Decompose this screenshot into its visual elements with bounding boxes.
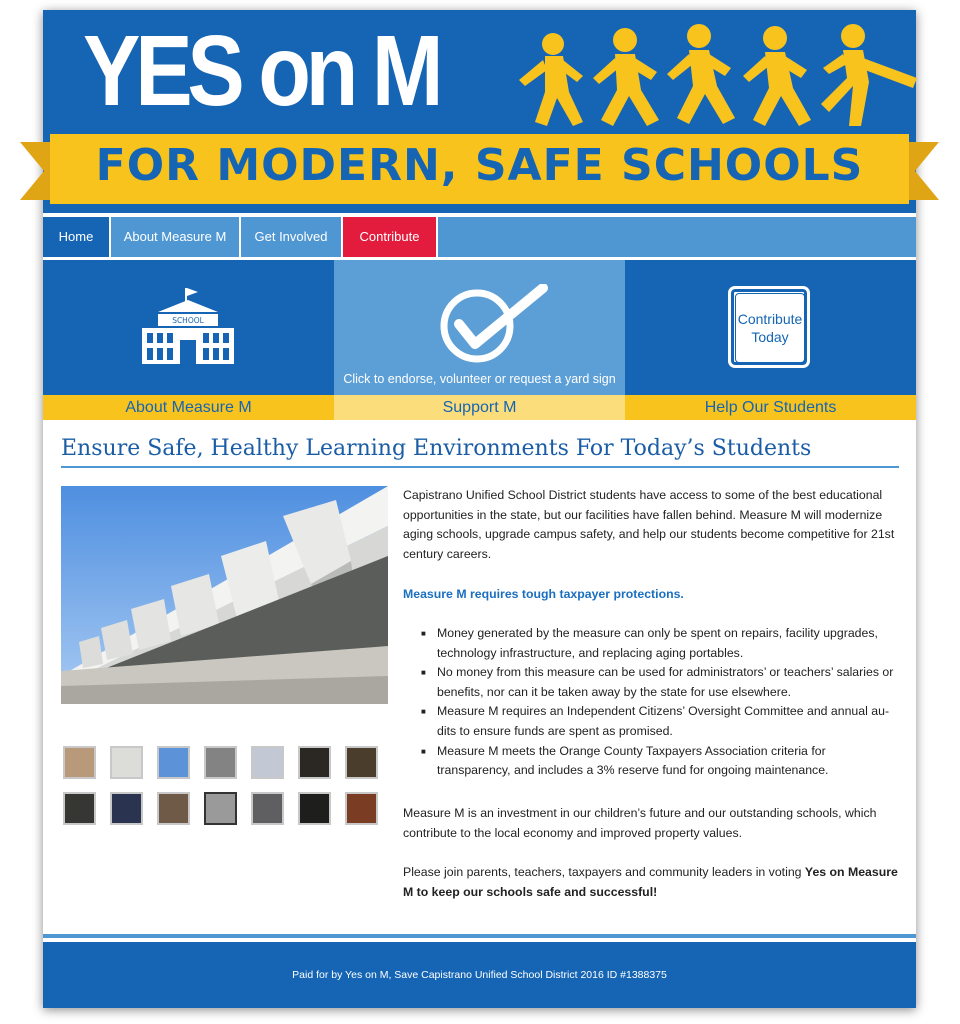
main-photo (61, 486, 388, 704)
list-item: ■ Measure M meets the Orange County Taxpayers Association criteria for transparency, and includes a 3% reserve fund for ongoing maintenance. (403, 742, 901, 781)
nav-about-measure-m[interactable]: About Measure M (111, 217, 241, 257)
running-children-logo (513, 22, 923, 142)
feature-support-caption: Click to endorse, volunteer or request a yard sign (343, 372, 616, 386)
thumbnail[interactable] (157, 792, 190, 825)
feature-support[interactable] (334, 260, 625, 420)
footer-divider (43, 934, 916, 938)
list-item: ■ Measure M requires an Independent Citizens’ Oversight Committee and annual au-dits to ensure funds are spent as promised. (403, 702, 901, 741)
thumbnail[interactable] (63, 792, 96, 825)
checkmark-circle-icon (439, 284, 549, 364)
protections-heading: Measure M requires tough taxpayer protections. (403, 587, 684, 601)
thumbnail[interactable] (251, 746, 284, 779)
join-bold-text: Yes on Measure M to keep our schools safe and successful! (403, 865, 898, 899)
join-paragraph (403, 863, 901, 902)
thumbnail[interactable] (157, 746, 190, 779)
thumbnail[interactable] (345, 746, 378, 779)
nav-home[interactable]: Home (43, 217, 111, 257)
thumbnail[interactable] (110, 746, 143, 779)
site-title[interactable]: YES on M (83, 15, 439, 127)
feature-support-label[interactable]: Support M (334, 395, 625, 420)
school-building-icon (138, 288, 238, 368)
main-nav (43, 217, 916, 257)
footer-disclaimer: Paid for by Yes on M, Save Capistrano Unified School District 2016 ID #1388375 (292, 969, 667, 981)
feature-about[interactable] (43, 260, 334, 420)
site-header (43, 10, 916, 213)
feature-panels (43, 260, 916, 420)
thumbnail-selected[interactable] (204, 792, 237, 825)
feature-help-label[interactable]: Help Our Students (625, 395, 916, 420)
feature-about-label[interactable]: About Measure M (43, 395, 334, 420)
thumbnail[interactable] (110, 792, 143, 825)
protections-list (403, 624, 901, 781)
page-frame (43, 10, 916, 1008)
feature-help-icon-area[interactable] (625, 260, 916, 395)
thumbnail[interactable] (63, 746, 96, 779)
list-item: ■ No money from this measure can be used for administrators’ or teachers’ salaries or benefits, nor can it be taken away by the state for use elsewhere. (403, 663, 901, 702)
nav-contribute[interactable]: Contribute (343, 217, 438, 257)
join-text: Please join parents, teachers, taxpayers and community leaders in voting (403, 865, 805, 879)
svg-text:SCHOOL: SCHOOL (172, 316, 204, 325)
feature-help[interactable] (625, 260, 916, 420)
contribute-today-label: Contribute Today (735, 293, 805, 363)
thumbnail[interactable] (345, 792, 378, 825)
contribute-today-button[interactable] (729, 287, 809, 367)
thumbnail[interactable] (204, 746, 237, 779)
feature-support-icon-area[interactable] (334, 260, 625, 395)
list-item: ■ Money generated by the measure can only be spent on repairs, facility upgrades, technology infrastructure, and replacing aging portables. (403, 624, 901, 663)
investment-paragraph: Measure M is an investment in our children’s future and our outstanding schools, which contribute to the local economy and improved property values. (403, 806, 877, 840)
thumbnail[interactable] (298, 792, 331, 825)
thumbnail[interactable] (298, 746, 331, 779)
title-divider (61, 466, 899, 468)
thumbnail[interactable] (251, 792, 284, 825)
tagline: FOR MODERN, SAFE SCHOOLS (95, 140, 864, 191)
lead-paragraph: Capistrano Unified School District students have access to some of the best educational opportunities in the state, but our facilities have fallen behind. Measure M will modernize aging schools, upgrade campus safety, and help our students become competitive for 21st century careers. (403, 488, 895, 561)
site-footer (43, 942, 916, 1008)
page-title: Ensure Safe, Healthy Learning Environments For Today’s Students (61, 436, 812, 461)
nav-get-involved[interactable]: Get Involved (241, 217, 343, 257)
feature-about-icon-area[interactable] (43, 260, 334, 395)
